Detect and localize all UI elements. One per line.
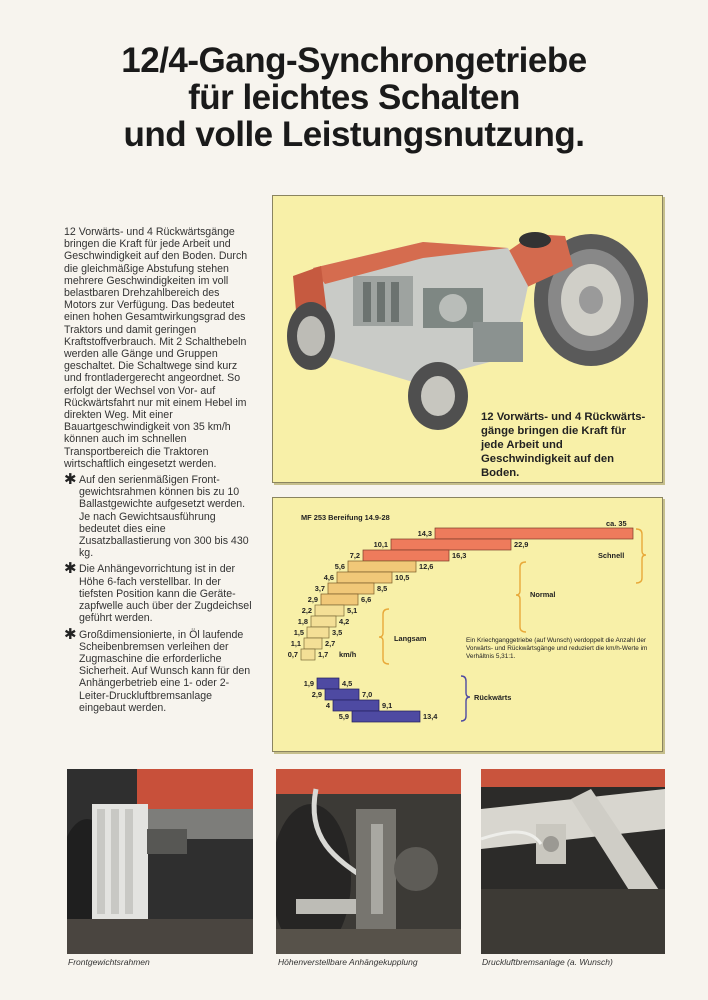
bullet-text: Auf den serienmäßigen Frontgewichtsrahmen können bis zu 10 Ballastgewichte aufgesetzt werden. Je nach Gewichtsausführung bedeutet dies eine Zusatzballastierung von 300 bis 430 kg. <box>79 474 249 560</box>
group-label-schnell: Schnell <box>598 551 625 560</box>
gear-label: 16,3 <box>452 551 467 560</box>
air-brake-image <box>481 769 665 954</box>
gear-label: 6,6 <box>361 595 372 604</box>
gear-label: 22,9 <box>514 540 529 549</box>
gear-label: 1,7 <box>318 650 329 659</box>
gear-label: 2,9 <box>307 595 318 604</box>
group-label-normal: Normal <box>530 590 556 599</box>
gear-label: 5,9 <box>338 712 349 721</box>
gear-label: 8,5 <box>377 584 388 593</box>
top-speed-label: ca. 35 <box>606 519 627 528</box>
photo-caption-1: Frontgewichtsrahmen <box>68 957 150 967</box>
gear-label: 13,4 <box>423 712 438 721</box>
bar-gear-10 <box>363 550 449 561</box>
hitch-image <box>276 769 461 954</box>
bar-gear-11 <box>391 539 511 550</box>
gear-label: 9,1 <box>382 701 393 710</box>
gear-label: 5,1 <box>347 606 358 615</box>
bullet-item <box>64 471 254 560</box>
bullet-item <box>64 560 254 625</box>
gear-label: 1,8 <box>297 617 308 626</box>
group-label-langsam: Langsam <box>394 634 427 643</box>
gear-label: 10,1 <box>373 540 388 549</box>
gear-label: 7,0 <box>362 690 373 699</box>
gear-label: 2,7 <box>325 639 336 648</box>
photo-caption-3: Druckluftbremsanlage (a. Wunsch) <box>482 957 613 967</box>
gear-label: 12,6 <box>419 562 434 571</box>
title-line-2: für leichtes Schalten <box>188 78 520 117</box>
intro-paragraph: 12 Vorwärts- und 4 Rückwärtsgänge bringen die Kraft für jede Arbeit und Geschwindigkeit auf den Boden. Durch die gleichmäßige Abstufung stehen mehrere Geschwindigkeiten im voll belastbaren Drehzahlbereich des Motors zur Verfügung. Das bedeutet einen hohen Gesamtwirkungsgrad des Traktors und damit geringen Kraftstoffverbrauch. Mit 2 Schalthebeln werden alle Gänge und Gruppen geschaltet. Die Schaltwege sind kurz und frontladergerecht angeordnet. So erfolgt der Wechsel von Vor- auf Rückwärtsfahrt nur mit einem Hebel im direkten Weg. Mit einer Bauartgeschwindigkeit von 35 km/h können auch im schnellen Transportbereich die Traktoren wirtschaftlich eingesetzt werden. <box>64 226 248 470</box>
gear-label: 3,5 <box>332 628 343 637</box>
title-line-3: und volle Leistungsnutzung. <box>123 115 585 154</box>
gear-label: 1,5 <box>293 628 304 637</box>
bar-reverse-2 <box>325 689 359 700</box>
bar-reverse-4 <box>352 711 420 722</box>
gear-label: 1,1 <box>290 639 301 648</box>
gear-label: 7,2 <box>349 551 360 560</box>
gear-chart <box>273 498 662 751</box>
bar-gear-6 <box>321 594 358 605</box>
gear-label: 2,2 <box>301 606 312 615</box>
photo-caption-2: Höhenverstellbare Anhängekupplung <box>278 957 418 967</box>
gear-label: 4 <box>325 701 330 710</box>
bracket-reverse <box>461 676 470 721</box>
title-line-1: 12/4-Gang-Synchrongetriebe <box>121 41 587 80</box>
gear-label: 3,7 <box>314 584 325 593</box>
chart-title: MF 253 Bereifung 14.9-28 <box>301 513 390 522</box>
bar-reverse-3 <box>333 700 379 711</box>
group-label-rueckwaerts: Rückwärts <box>474 693 512 702</box>
bar-gear-7 <box>328 583 374 594</box>
bar-gear-12 <box>435 528 633 539</box>
asterisk-icon: ✱ <box>64 560 77 578</box>
bullet-text: Die Anhängevorrichtung ist in der Höhe 6-fach verstellbar. In der tiefsten Position kann die Gerätezapfwelle auch über der Zugdeichsel geführt werden. <box>79 563 252 625</box>
tractor-cutaway-panel <box>272 195 663 483</box>
bracket-langsam <box>379 609 389 664</box>
gear-label: 14,3 <box>417 529 432 538</box>
gear-label: 5,6 <box>334 562 345 571</box>
reverse-bars <box>317 678 420 722</box>
bar-gear-4 <box>311 616 336 627</box>
photo-air-brake <box>481 769 665 954</box>
page-title <box>40 42 668 153</box>
photo-hitch <box>276 769 461 954</box>
gear-label: 4,5 <box>342 679 353 688</box>
tractor-caption: 12 Vorwärts- und 4 Rückwärtsgänge bringen die Kraft für jede Arbeit und Geschwindigkeit auf den Boden. <box>481 411 646 479</box>
asterisk-icon: ✱ <box>64 625 77 643</box>
bar-gear-2 <box>304 638 322 649</box>
bullet-item <box>64 625 254 714</box>
asterisk-icon: ✱ <box>64 471 77 489</box>
bracket-schnell <box>636 529 646 583</box>
gear-chart-panel <box>272 497 663 752</box>
bar-reverse-1 <box>317 678 339 689</box>
gear-label: 4,6 <box>323 573 334 582</box>
body-text-column <box>64 226 254 714</box>
bullet-text: Großdimensionierte, in Öl laufende Scheibenbremsen verleihen der Zugmaschine die erforderliche Sicherheit. Auf Wunsch kann für den Anhängerbetrieb eine 1- oder 2-Leiter-Druckluftbremsanlage eingebaut werden. <box>79 628 251 714</box>
gear-label: 2,9 <box>311 690 322 699</box>
bar-gear-3 <box>307 627 329 638</box>
bar-gear-8 <box>337 572 392 583</box>
front-weight-frame-image <box>67 769 253 954</box>
gear-label: 1,9 <box>303 679 314 688</box>
bar-gear-9 <box>348 561 416 572</box>
gear-label: 10,5 <box>395 573 410 582</box>
unit-label: km/h <box>339 650 357 659</box>
bracket-normal <box>516 562 526 632</box>
bar-gear-1 <box>301 649 315 660</box>
photo-front-weight-frame <box>67 769 253 954</box>
creeper-note: Ein Kriechganggetriebe (auf Wunsch) verdoppelt die Anzahl der Vorwärts- und Rückwärtsgänge und reduziert die km/h-Werte im Verhältnis 5,31:1. <box>466 637 648 660</box>
bar-gear-5 <box>315 605 344 616</box>
gear-label: 0,7 <box>287 650 298 659</box>
gear-label: 4,2 <box>339 617 350 626</box>
